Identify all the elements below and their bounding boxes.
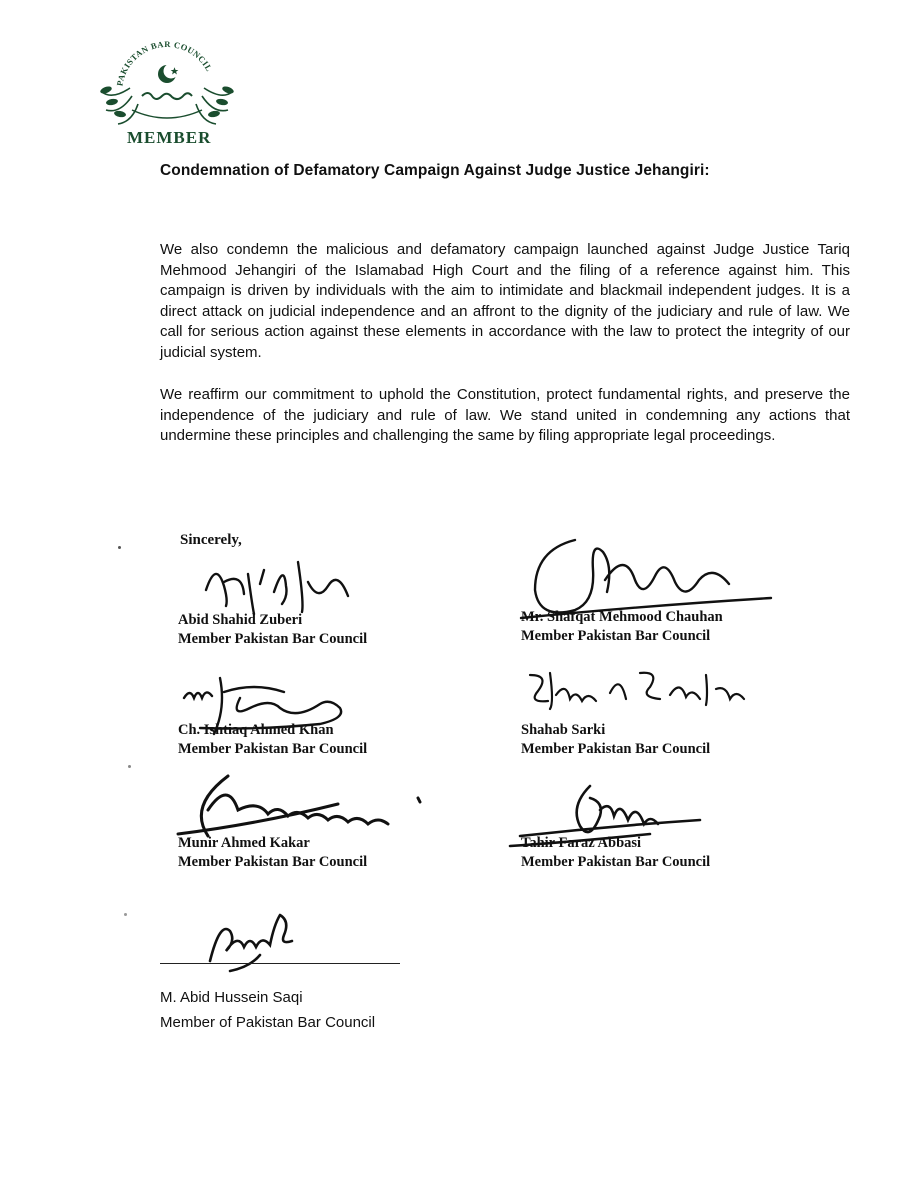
signature-sarki bbox=[520, 665, 750, 715]
scan-speck bbox=[118, 546, 121, 549]
signatory-name: Ch. Ishtiaq Ahmed Khan bbox=[178, 722, 334, 738]
signatory-3 bbox=[178, 721, 367, 759]
signatory-4 bbox=[521, 721, 710, 759]
paragraph-1: We also condemn the malicious and defamatory campaign launched against Judge Justice Tariq Mehmood Jehangiri of the Islamabad High Court and the filing of a reference against him. This campaign is driven by individuals with the aim to intimidate and blackmail independent judges. It is a direct attack on judicial independence and an affront to the dignity of the judiciary and rule of law. We call for serious action against these elements in accordance with the law to protect the integrity of our judicial system. bbox=[160, 241, 850, 361]
signatory-name: Tahir Faraz Abbasi bbox=[521, 835, 642, 851]
signatory-name: Mr. Shafqat Mehmood Chauhan bbox=[521, 609, 723, 625]
signatory-2 bbox=[521, 608, 723, 646]
svg-text:PAKISTAN BAR COUNCIL: PAKISTAN BAR COUNCIL bbox=[114, 38, 215, 87]
signatory-role: Member Pakistan Bar Council bbox=[521, 854, 711, 870]
scan-speck bbox=[128, 765, 131, 768]
signatory-name: Munir Ahmed Kakar bbox=[178, 835, 310, 851]
pakistan-bar-council-emblem-icon bbox=[92, 30, 242, 130]
signatory-6 bbox=[521, 834, 710, 872]
scan-speck bbox=[124, 913, 127, 916]
signatory-name: Shahab Sarki bbox=[521, 722, 606, 738]
paragraph-2: We reaffirm our commitment to uphold the Constitution, protect fundamental rights, and preserve the independence of the judiciary and rule of law. We stand united in condemning any actions that undermine these principles and challenging the same by filing appropriate legal proceedings. bbox=[160, 386, 850, 444]
signatory-role: Member Pakistan Bar Council bbox=[178, 741, 368, 757]
signatory-role: Member of Pakistan Bar Council bbox=[160, 1014, 376, 1031]
signatory-role: Member Pakistan Bar Council bbox=[521, 628, 711, 644]
letter-heading: Condemnation of Defamatory Campaign Against Judge Justice Jehangiri: bbox=[160, 162, 710, 179]
signature-line bbox=[160, 963, 400, 964]
signatory-role: Member Pakistan Bar Council bbox=[178, 631, 368, 647]
signatory-name: Abid Shahid Zuberi bbox=[178, 612, 303, 628]
signatory-1 bbox=[178, 611, 367, 649]
closing: Sincerely, bbox=[180, 532, 242, 548]
signature-saqi bbox=[200, 905, 320, 975]
signatory-7 bbox=[160, 985, 375, 1035]
signatory-role: Member Pakistan Bar Council bbox=[521, 741, 711, 757]
signatory-name: M. Abid Hussein Saqi bbox=[160, 989, 303, 1006]
signatory-5 bbox=[178, 834, 367, 872]
signatory-role: Member Pakistan Bar Council bbox=[178, 854, 368, 870]
member-label: MEMBER bbox=[127, 128, 212, 147]
